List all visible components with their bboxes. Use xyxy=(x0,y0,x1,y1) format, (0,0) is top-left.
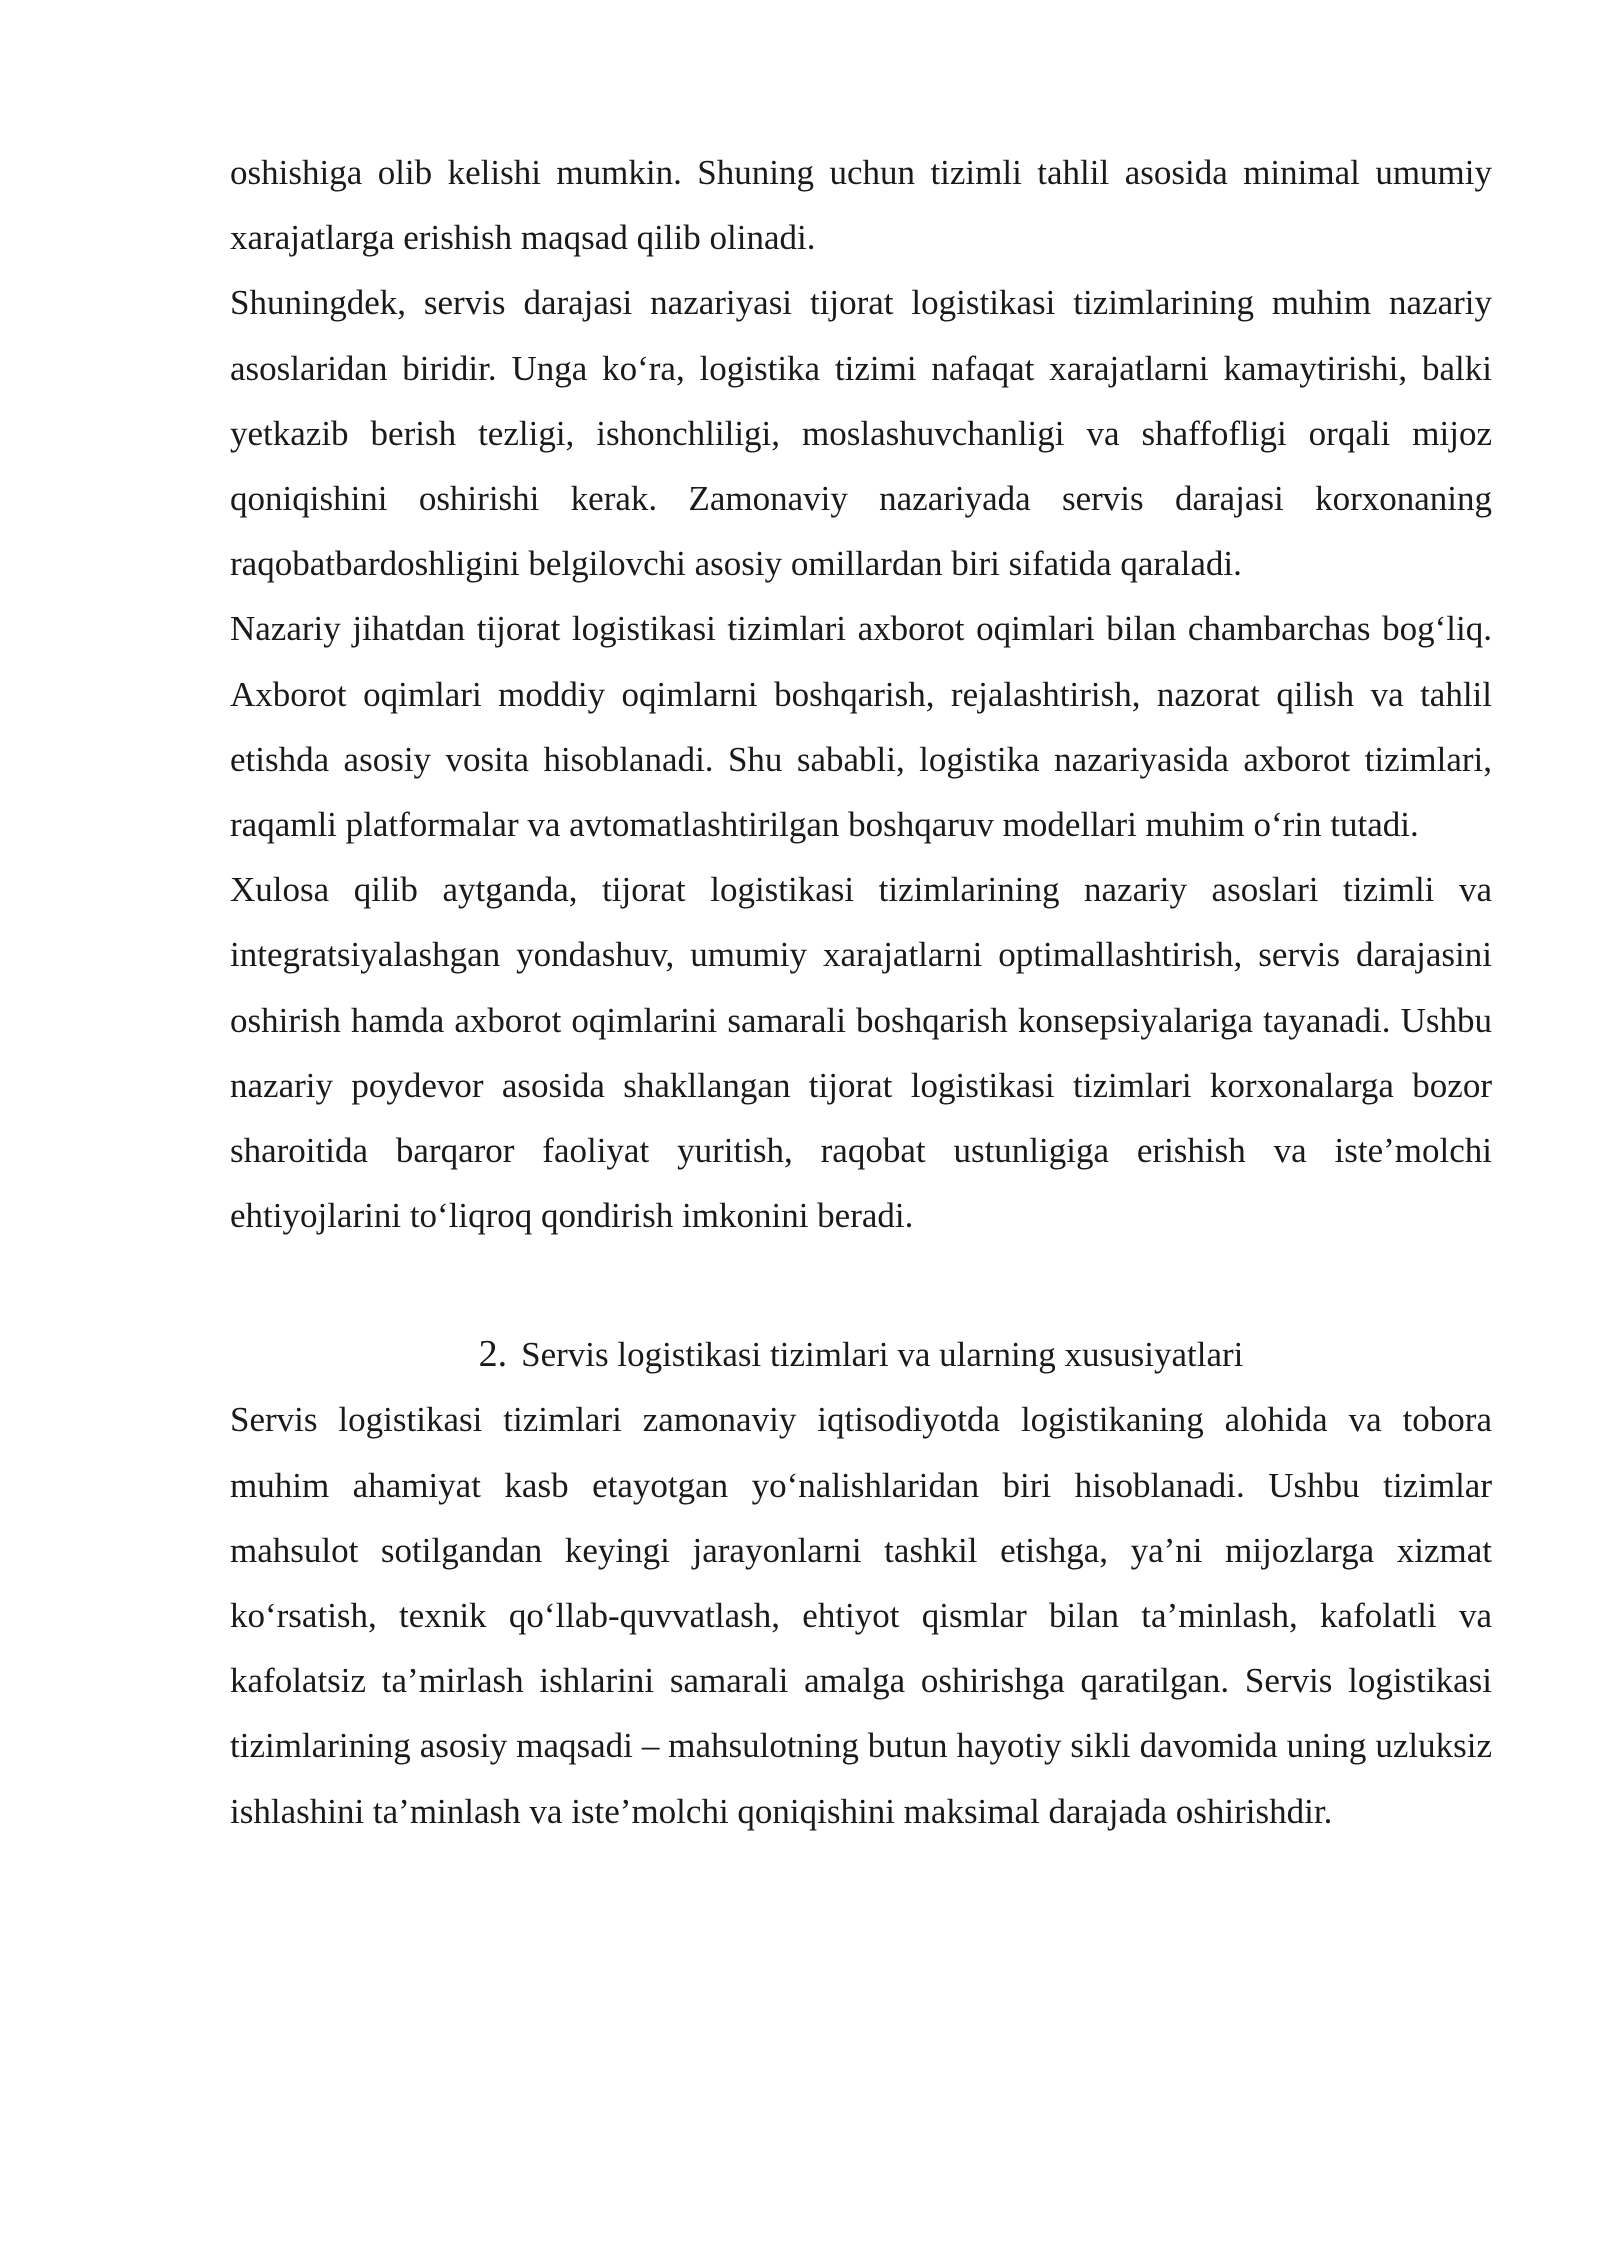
paragraph-continuation: oshishiga olib kelishi mumkin. Shuning uchun tizimli tahlil asosida minimal umumiy xarajatlarga erishish maqsad qilib olinadi. xyxy=(230,153,1492,258)
section-title: Servis logistikasi tizimlari va ularning xususiyatlari xyxy=(521,1335,1244,1375)
paragraph-service-level: Shuningdek, servis darajasi nazariyasi tijorat logistikasi tizimlarining muhim nazariy asoslaridan biridir. Unga ko‘ra, logistika tizimi nafaqat xarajatlarni kamaytirishi, balki yetkazib berish tezligi, ishonchliligi, moslashuvchanligi va shaffofligi orqali mijoz qoniqishini oshirishi kerak. Zamonaviy nazariyada servis darajasi korxonaning raqobatbardoshligini belgilovchi asosiy omillardan biri sifatida qaraladi. xyxy=(230,283,1492,584)
section-heading xyxy=(230,1322,1492,1387)
paragraph-service-logistics: Servis logistikasi tizimlari zamonaviy iqtisodiyotda logistikaning alohida va tobora muhim ahamiyat kasb etayotgan yo‘nalishlaridan biri hisoblanadi. Ushbu tizimlar mahsulot sotilgandan keyingi jarayonlarni tashkil etishga, ya’ni mijozlarga xizmat ko‘rsatish, texnik qo‘llab-quvvatlash, ehtiyot qismlar bilan ta’minlash, kafolatli va kafolatsiz ta’mirlash ishlarini samarali amalga oshirishga qaratilgan. Servis logistikasi tizimlarining asosiy maqsadi – mahsulotning butun hayotiy sikli davomida uning uzluksiz ishlashini ta’minlash va iste’molchi qoniqishini maksimal darajada oshirishdir. xyxy=(230,1400,1492,1831)
paragraph-conclusion: Xulosa qilib aytganda, tijorat logistikasi tizimlarining nazariy asoslari tizimli va integratsiyalashgan yondashuv, umumiy xarajatlarni optimallashtirish, servis darajasini oshirish hamda axborot oqimlarini samarali boshqarish konsepsiyalariga tayanadi. Ushbu nazariy poydevor asosida shakllangan tijorat logistikasi tizimlari korxonalarga bozor sharoitida barqaror faoliyat yuritish, raqobat ustunligiga erishish va iste’molchi ehtiyojlarini to‘liqroq qondirish imkonini beradi. xyxy=(230,870,1492,1236)
paragraph-information-flows: Nazariy jihatdan tijorat logistikasi tizimlari axborot oqimlari bilan chambarchas bog‘liq. Axborot oqimlari moddiy oqimlarni boshqarish, rejalashtirish, nazorat qilish va tahlil etishda asosiy vosita hisoblanadi. Shu sababli, logistika nazariyasida axborot tizimlari, raqamli platformalar va avtomatlashtirilgan boshqaruv modellari muhim o‘rin tutadi. xyxy=(230,609,1492,845)
document-page xyxy=(230,140,1492,1844)
section-number: 2. xyxy=(478,1333,508,1376)
